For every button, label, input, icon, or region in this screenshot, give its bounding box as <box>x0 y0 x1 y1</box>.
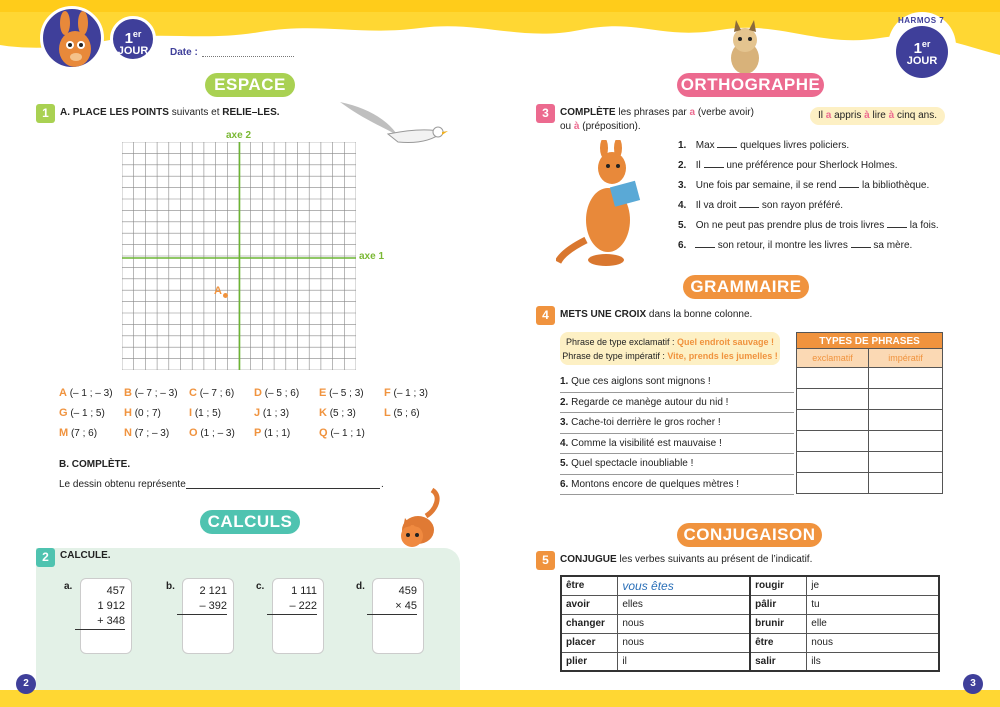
section-title-grammaire: GRAMMAIRE <box>683 275 809 299</box>
calc-box[interactable] <box>372 578 424 654</box>
grammar-sentence: 4. Comme la visibilité est mauvaise ! <box>560 434 794 455</box>
section-title-espace: ESPACE <box>205 73 295 97</box>
answer-cell[interactable]: il <box>618 652 750 671</box>
kangaroo-avatar <box>40 6 104 70</box>
types-table-header: TYPES DE PHRASES <box>796 332 943 349</box>
orth-sentence: 1. Max quelques livres policiers. <box>678 140 850 151</box>
exercise-1b-title: B. COMPLÈTE. <box>59 459 131 470</box>
answer-cell[interactable]: elles <box>618 595 750 614</box>
point-coord-n: N (7 ; – 3) <box>124 427 170 439</box>
section-title-calculs: CALCULS <box>200 510 300 534</box>
grammar-sentence: 6. Montons encore de quelques mètres ! <box>560 475 794 496</box>
point-coord-p: P (1 ; 1) <box>254 427 291 439</box>
point-coord-h: H (0 ; 7) <box>124 407 161 419</box>
exercise-3-instruction: COMPLÈTE les phrases par a (verbe avoir) ou à (préposition). <box>560 107 754 132</box>
section-title-conjugaison: CONJUGAISON <box>677 523 822 547</box>
exercise-5-number: 5 <box>536 551 555 570</box>
answer-cell[interactable]: elle <box>807 614 939 633</box>
orthographe-sentences <box>678 140 948 260</box>
page-number-right: 3 <box>963 674 983 694</box>
answer-blank[interactable] <box>739 200 759 208</box>
check-cell-exclamatif[interactable] <box>796 431 869 452</box>
grammar-hint-box: Phrase de type exclamatif : Quel endroit sauvage ! Phrase de type impératif : Vite, prends les jumelles ! <box>560 332 780 365</box>
orth-sentence: 4. Il va droit son rayon préféré. <box>678 200 844 211</box>
answer-cell[interactable]: nous <box>618 614 750 633</box>
check-cell-exclamatif[interactable] <box>796 368 869 389</box>
calc-line: 1 111 <box>291 585 317 597</box>
conjugation-row <box>561 576 939 595</box>
calc-line: 459 <box>398 585 417 597</box>
axis-2-label: axe 2 <box>226 130 252 141</box>
harmos-label: HARMOS 7 <box>898 16 945 25</box>
calc-letter: b. <box>166 581 175 592</box>
verb-cell: pâlir <box>750 595 807 614</box>
verb-cell: rougir <box>750 576 807 595</box>
calc-line: 1 912 <box>97 600 125 612</box>
check-cell-imperatif[interactable] <box>868 389 943 410</box>
lynx-icon <box>722 20 768 74</box>
check-cell-imperatif[interactable] <box>868 473 943 494</box>
check-cell-imperatif[interactable] <box>868 452 943 473</box>
example-sentence: Il a appris à lire à cinq ans. <box>810 107 945 125</box>
conjugation-row <box>561 614 939 633</box>
verb-cell: avoir <box>561 595 618 614</box>
grammar-sentence: 2. Regarde ce manège autour du nid ! <box>560 393 794 414</box>
point-coord-l: L (5 ; 6) <box>384 407 420 419</box>
coordinate-grid <box>122 142 356 370</box>
point-coord-c: C (– 7 ; 6) <box>189 387 235 399</box>
point-coord-i: I (1 ; 5) <box>189 407 221 419</box>
section-title-orthographe: ORTHOGRAPHE <box>677 73 824 97</box>
exercise-1b-answer-line[interactable] <box>186 488 380 489</box>
verb-cell: brunir <box>750 614 807 633</box>
verb-cell: salir <box>750 652 807 671</box>
exercise-1b-text: Le dessin obtenu représente <box>59 479 186 490</box>
exercise-4-instruction: METS UNE CROIX dans la bonne colonne. <box>560 309 753 320</box>
exercise-4-number: 4 <box>536 306 555 325</box>
calc-line: 2 121 <box>199 585 227 597</box>
calc-letter: a. <box>64 581 73 592</box>
calc-line: × 45 <box>367 599 417 615</box>
point-coord-j: J (1 ; 3) <box>254 407 290 419</box>
exercise-5-instruction: CONJUGUE les verbes suivants au présent de l’indicatif. <box>560 554 813 565</box>
answer-cell[interactable]: vous êtes <box>618 576 750 595</box>
orth-sentence: 6. son retour, il montre les livres sa mère. <box>678 240 913 251</box>
check-cell-imperatif[interactable] <box>868 368 943 389</box>
point-coord-d: D (– 5 ; 6) <box>254 387 300 399</box>
col-exclamatif: exclamatif <box>796 349 869 368</box>
point-coord-b: B (– 7 ; – 3) <box>124 387 178 399</box>
date-field[interactable] <box>202 56 294 57</box>
verb-cell: plier <box>561 652 618 671</box>
conjugation-row <box>561 652 939 671</box>
grammar-sentence: 1. Que ces aiglons sont mignons ! <box>560 372 794 393</box>
point-coord-f: F (– 1 ; 3) <box>384 387 428 399</box>
exercise-2-instruction: CALCULE. <box>60 550 111 561</box>
date-label: Date : <box>170 47 198 58</box>
conjugation-row <box>561 633 939 652</box>
conjugation-table <box>560 575 940 672</box>
answer-blank[interactable] <box>695 240 715 248</box>
calc-box[interactable] <box>80 578 132 654</box>
verb-cell: changer <box>561 614 618 633</box>
calc-line: 457 <box>106 585 125 597</box>
cat-icon <box>392 486 444 554</box>
answer-cell[interactable]: je <box>807 576 939 595</box>
answer-blank[interactable] <box>717 140 737 148</box>
day-badge-left: 1er JOUR <box>110 16 156 62</box>
answer-cell[interactable]: nous <box>807 633 939 652</box>
calc-box[interactable] <box>272 578 324 654</box>
orth-sentence: 2. Il une préférence pour Sherlock Holmes. <box>678 160 898 171</box>
calc-line: – 392 <box>177 599 227 615</box>
verb-cell: être <box>561 576 618 595</box>
col-imperatif: impératif <box>868 349 943 368</box>
point-coord-e: E (– 5 ; 3) <box>319 387 364 399</box>
point-a-label: A <box>214 285 222 297</box>
verb-cell: être <box>750 633 807 652</box>
point-coord-q: Q (– 1 ; 1) <box>319 427 365 439</box>
orth-sentence: 5. On ne peut pas prendre plus de trois livres la fois. <box>678 220 939 231</box>
answer-blank[interactable] <box>704 160 724 168</box>
point-coord-g: G (– 1 ; 5) <box>59 407 105 419</box>
answer-cell[interactable]: nous <box>618 633 750 652</box>
grammar-sentence: 3. Cache-toi derrière le gros rocher ! <box>560 413 794 434</box>
answer-cell[interactable]: ils <box>807 652 939 671</box>
check-cell-exclamatif[interactable] <box>796 389 869 410</box>
exercise-2-number: 2 <box>36 548 55 567</box>
grammar-sentence: 5. Quel spectacle inoubliable ! <box>560 454 794 475</box>
exercise-1-number: 1 <box>36 104 55 123</box>
check-cell-imperatif[interactable] <box>868 410 943 431</box>
calc-line: – 222 <box>267 599 317 615</box>
point-a-dot <box>223 293 228 298</box>
answer-blank[interactable] <box>887 220 907 228</box>
check-cell-exclamatif[interactable] <box>796 452 869 473</box>
calc-box[interactable] <box>182 578 234 654</box>
point-coord-m: M (7 ; 6) <box>59 427 98 439</box>
page-number-left: 2 <box>16 674 36 694</box>
point-coord-k: K (5 ; 3) <box>319 407 356 419</box>
orth-sentence: 3. Une fois par semaine, il se rend la bibliothèque. <box>678 180 930 191</box>
point-coord-o: O (1 ; – 3) <box>189 427 235 439</box>
footer-band <box>0 690 1000 707</box>
point-coord-a: A (– 1 ; – 3) <box>59 387 113 399</box>
check-cell-exclamatif[interactable] <box>796 473 869 494</box>
exercise-1-instruction: A. PLACE LES POINTS suivants et RELIE–LES. <box>60 107 280 118</box>
exercise-3-number: 3 <box>536 104 555 123</box>
exercise-1b-period: . <box>381 479 384 490</box>
calc-line: + 348 <box>75 614 125 630</box>
reading-kangaroo-icon <box>556 140 652 270</box>
calc-letter: c. <box>256 581 265 592</box>
axis-1-label: axe 1 <box>359 251 385 262</box>
answer-cell[interactable]: tu <box>807 595 939 614</box>
day-badge-right: HARMOS 7 1er JOUR <box>888 12 956 80</box>
calc-letter: d. <box>356 581 365 592</box>
check-cell-exclamatif[interactable] <box>796 410 869 431</box>
answer-blank[interactable] <box>839 180 859 188</box>
verb-cell: placer <box>561 633 618 652</box>
answer-blank[interactable] <box>851 240 871 248</box>
check-cell-imperatif[interactable] <box>868 431 943 452</box>
conjugation-row <box>561 595 939 614</box>
